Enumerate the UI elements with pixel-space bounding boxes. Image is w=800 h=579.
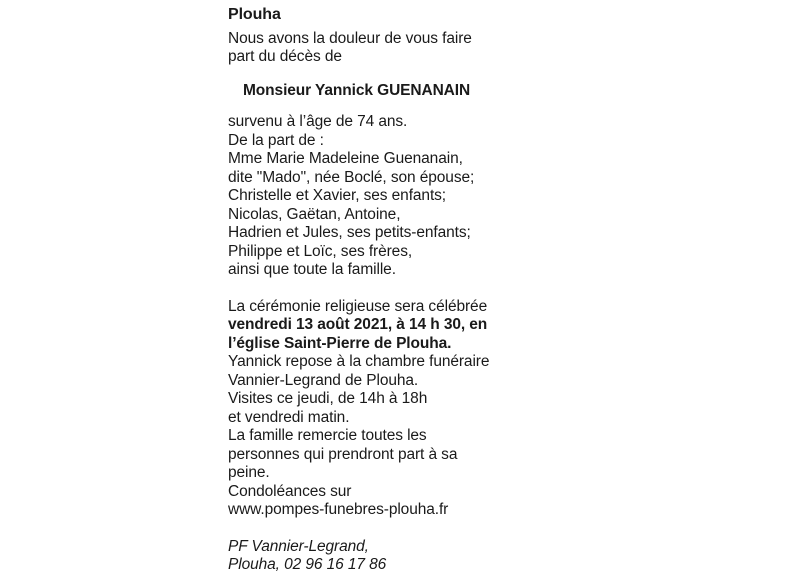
family-line: De la part de : [228,131,324,149]
family-line: dite "Mado", née Boclé, son épouse; [228,168,475,186]
ceremony-place: l’église Saint-Pierre de Plouha. [228,334,452,352]
intro-text [228,30,528,67]
family-line: Nicolas, Gaëtan, Antoine, [228,205,401,223]
family-line: ainsi que toute la famille. [228,261,396,278]
family-list [228,113,528,280]
detail-line: Yannick repose à la chambre funéraire [228,353,490,370]
detail-line: Condoléances sur [228,482,352,500]
intro-line: part du décès de [228,48,342,65]
detail-line: La famille remercie toutes les [228,427,427,444]
ceremony-section [228,298,528,520]
family-line: Hadrien et Jules, ses petits-enfants; [228,224,471,241]
family-line: Mme Marie Madeleine Guenanain, [228,150,463,167]
detail-line: et vendredi matin. [228,408,350,426]
town-heading: Plouha [228,6,281,23]
deceased-name: Monsieur Yannick GUENANAIN [243,81,471,99]
family-line: survenu à l’âge de 74 ans. [228,113,408,130]
intro-line: Nous avons la douleur de vous faire [228,29,472,47]
spacer [228,520,528,538]
detail-line: peine. [228,464,270,481]
detail-line: Visites ce jeudi, de 14h à 18h [228,390,428,407]
ceremony-date: vendredi 13 août 2021, à 14 h 30, en [228,316,488,333]
spacer [228,280,528,298]
detail-line: Vannier-Legrand de Plouha. [228,371,419,389]
funeral-home-phone: Plouha, 02 96 16 17 86 [228,556,387,573]
ceremony-intro: La cérémonie religieuse sera célébrée [228,297,488,315]
obituary-notice [228,6,528,575]
condolences-url: www.pompes-funebres-plouha.fr [228,501,449,518]
family-line: Christelle et Xavier, ses enfants; [228,187,447,204]
family-line: Philippe et Loïc, ses frères, [228,242,413,260]
funeral-home-signature [228,538,528,575]
detail-line: personnes qui prendront part à sa [228,445,458,463]
funeral-home-name: PF Vannier-Legrand, [228,537,369,555]
